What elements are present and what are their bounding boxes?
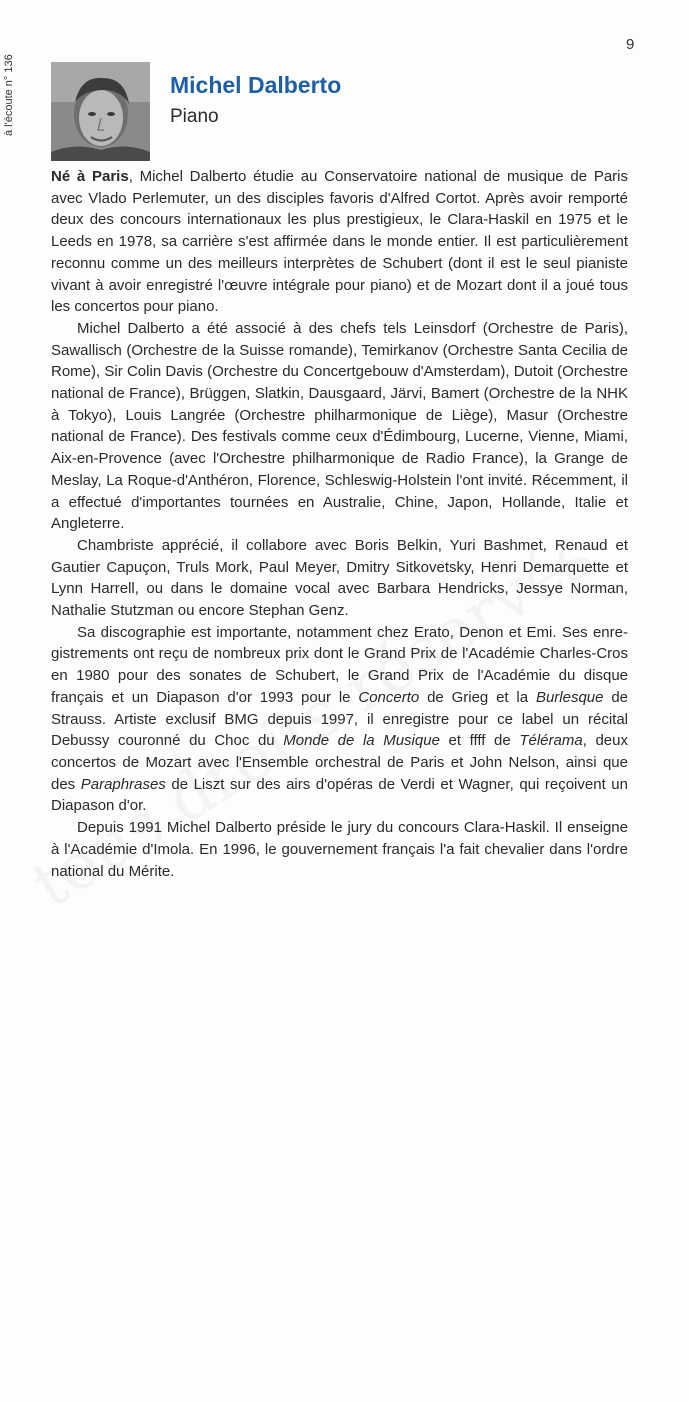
biography [51,166,628,882]
bio-paragraph-2: Michel Dalberto a été associé à des chefs tels Leinsdorf (Orchestre de Paris), Sawallisch (Orchestre de la Suisse romande), Temirkanov (Orchestre Santa Cecilia de Rome), Sir Colin Davis (Orchestre du Concertgebouw d'Amsterdam), Dutoit (Orchestre national de France), Brüggen, Slatkin, Dausgaard, Järvi, Bamert (Orchestre de la NHK à Tokyo), Louis Langrée (Orchestre philharmonique de Liège), Masur (Orchestre national de France). Des festivals comme ceux d'Édimbourg, Lucerne, Vienne, Miami, Aix-en-Provence (avec l'Orchestre philharmonique de Radio France), la Grange de Meslay, La Roque-d'Anthéron, Florence, Schleswig-Holstein l'ont invité. Récemment, il a effectué d'importantes tournées en Australie, Chine, Japon, Hollande, Italie et Angleterre. [51,319,628,533]
bio-p4-italic: Paraphrases [80,775,166,793]
bio-p4-italic: Télérama [519,732,583,750]
bio-lead: Né à Paris [51,168,129,185]
side-label: à l'écoute n° 136 [3,54,15,136]
bio-p4-text: et ffff de [439,732,520,750]
bio-paragraph-4 [51,622,628,817]
bio-paragraph-3: Chambriste apprécié, il collabore avec Boris Belkin, Yuri Bashmet, Renaud et Gautier Capuçon, Truls Mork, Paul Meyer, Dmitry Sitkovetsky, Henri Demarquette et Lynn Harrell, ou dans le domaine vocal avec Barbara Hendricks, Jessye Norman, Nathalie Stutzman ou encore Stephan Genz. [51,536,628,620]
bio-paragraph-5: Depuis 1991 Michel Dalberto préside le jury du concours Clara-Haskil. Il enseigne à l'Académie d'Imola. En 1996, le gouvernement français l'a fait chevalier dans l'ordre national du Mérite. [51,819,628,880]
bio-p4-text: de Grieg et la [419,688,536,706]
bio-p4-italic: Monde de la Musique [283,732,440,750]
bio-p4-italic: Concerto [358,688,420,706]
portrait-photo [51,62,150,161]
page-number: 9 [626,36,635,53]
bio-p4-text: Sa discographie est importante, notamment chez Erato, Denon et Emi. Ses enregistrements ont reçu de nombreux prix dont le Grand Prix de l'Académie Charles-Cros en 1980 pour des sonates de Schubert, le Grand Prix de l'Académie du disque français et un Diapason d'or 1993 pour le [51,623,628,706]
bio-p4-text: de Strauss. Artiste exclusif BMG depuis 1997, il enregistre pour ce label un récital Debussy couronné du Choc du [51,688,628,750]
artist-instrument: Piano [170,106,219,127]
bio-p4-italic: Burlesque [535,688,604,706]
bio-paragraph-1-text: , Michel Dalberto étudie au Conservatoire national de musique de Paris avec Vlado Perlemuter, un des disciples favoris d'Alfred Cortot. Après avoir remporté deux des concours internationaux les plus prestigieux, le Clara-Haskil en 1975 et le Leeds en 1978, sa carrière s'est affirmée dans le monde entier. Il est particulièrement reconnu comme un des meilleurs interprètes de Schubert (dont il est le seul pianiste vivant à avoir enregistré l'œuvre intégrale pour piano) et de Mozart dont il a joué tous les concertos pour piano. [51,168,628,316]
bio-p4-text: de Liszt sur des airs d'opéras de Verdi et Wagner, qui reçoivent un Diapason d'or. [51,775,628,815]
bio-p4-text: , deux concertos de Mozart avec l'Ensemble orchestral de Paris et John Nelson, ainsi que des [51,732,628,793]
bio-paragraph-1 [51,166,628,318]
artist-name: Michel Dalberto [170,72,342,98]
